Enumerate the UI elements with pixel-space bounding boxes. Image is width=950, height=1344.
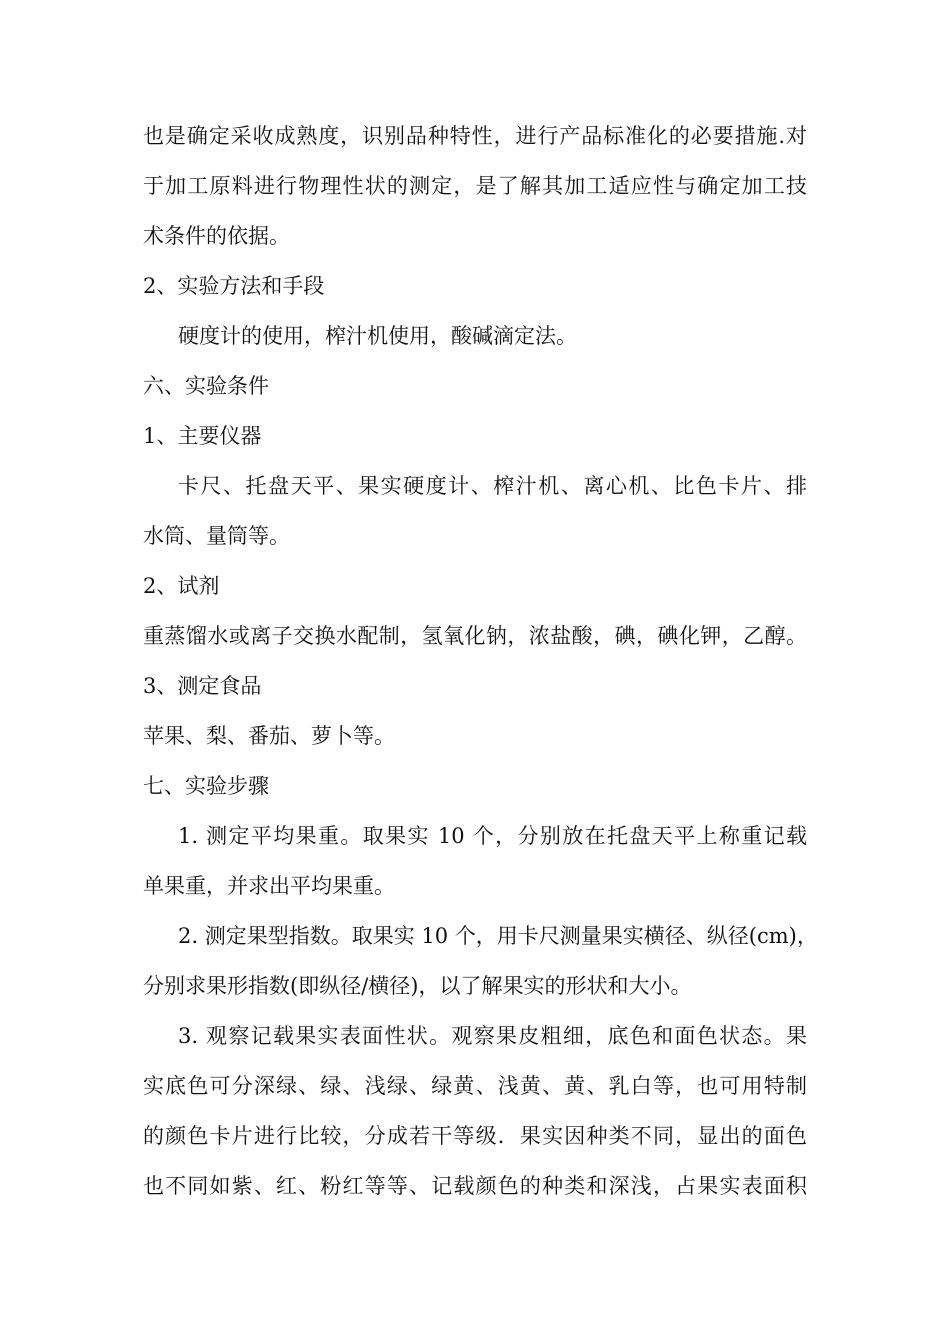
paragraph-line: 分别求果形指数(即纵径/横径)，以了解果实的形状和大小。: [143, 974, 692, 998]
paragraph-line: 也不同如紫、红、粉红等等、记载颜色的种类和深浅，占果实表面积: [143, 1174, 807, 1198]
paragraph-line: 2. 测定果型指数。取果实 10 个，用卡尺测量果实横径、纵径(cm)，: [178, 924, 818, 948]
paragraph-line: 单果重，并求出平均果重。: [143, 874, 395, 898]
section-heading: 七、实验步骤: [143, 774, 269, 798]
section-heading: 2、实验方法和手段: [143, 274, 325, 298]
paragraph-line: 3. 观察记载果实表面性状。观察果皮粗细，底色和面色状态。果: [178, 1024, 807, 1048]
paragraph-line: 也是确定采收成熟度，识别品种特性，进行产品标准化的必要措施.对: [143, 124, 807, 148]
paragraph-line: 苹果、梨、番茄、萝卜等。: [143, 724, 395, 748]
paragraph-line: 于加工原料进行物理性状的测定，是了解其加工适应性与确定加工技: [143, 174, 807, 198]
paragraph-line: 1. 测定平均果重。取果实 10 个，分别放在托盘天平上称重记载: [178, 824, 807, 848]
paragraph-line: 硬度计的使用，榨汁机使用，酸碱滴定法。: [178, 324, 577, 348]
paragraph-line: 卡尺、托盘天平、果实硬度计、榨汁机、离心机、比色卡片、排: [178, 474, 807, 498]
paragraph-line: 实底色可分深绿、绿、浅绿、绿黄、浅黄、黄、乳白等，也可用特制: [143, 1074, 807, 1098]
paragraph-line: 术条件的依据。: [143, 224, 290, 248]
paragraph-line: 重蒸馏水或离子交换水配制，氢氧化钠，浓盐酸，碘，碘化钾，乙醇。: [143, 624, 807, 648]
section-heading: 六、实验条件: [143, 374, 269, 398]
section-heading: 2、试剂: [143, 574, 220, 598]
paragraph-line: 的颜色卡片进行比较，分成若干等级．果实因种类不同，显出的面色: [143, 1124, 807, 1148]
section-heading: 1、主要仪器: [143, 424, 262, 448]
section-heading: 3、测定食品: [143, 674, 262, 698]
paragraph-line: 水筒、量筒等。: [143, 524, 290, 548]
